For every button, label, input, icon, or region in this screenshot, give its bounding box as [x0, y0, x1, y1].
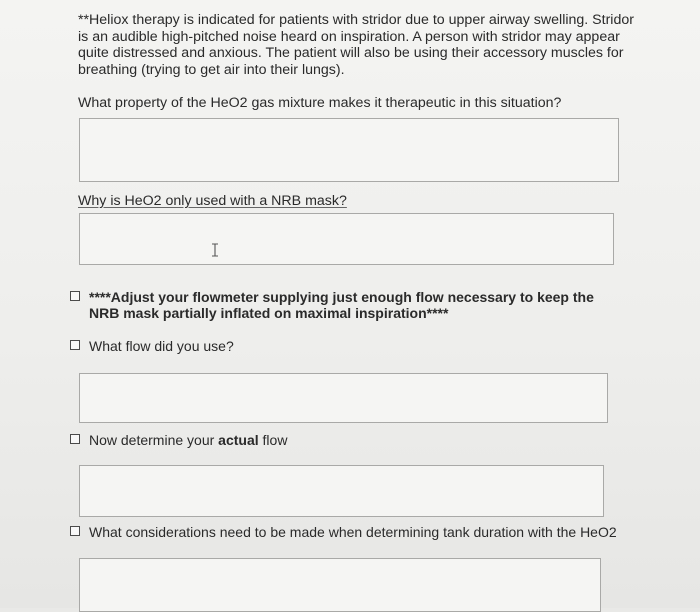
answer-box-actual-flow[interactable]: [79, 465, 604, 517]
answer-box-tank-duration[interactable]: [79, 558, 601, 612]
checklist-label-considerations: What considerations need to be made when determining tank duration with the HeO2: [89, 524, 617, 540]
checkbox-icon[interactable]: [70, 434, 80, 444]
answer-box-gas-property[interactable]: [79, 118, 619, 182]
actual-prefix: Now determine your: [89, 432, 219, 448]
question-gas-property: What property of the HeO2 gas mixture makes it therapeutic in this situation?: [78, 95, 562, 111]
checklist-label-flow: What flow did you use?: [89, 338, 234, 354]
text-cursor-icon: [210, 243, 220, 257]
answer-box-flow-used[interactable]: [79, 373, 608, 423]
checkbox-icon[interactable]: [70, 526, 80, 536]
checklist-label-adjust: ****Adjust your flowmeter supplying just enough flow necessary to keep the NRB mask partially inflated on maximal inspiration****: [89, 289, 594, 321]
intro-paragraph: **Heliox therapy is indicated for patients with stridor due to upper airway swelling. Stridor is an audible high-pitched noise heard on inspiration. A person with stridor may appear quite distressed and anxious. The patient will also be using their accessory muscles for breathing (trying to get air into their lungs).: [78, 12, 634, 78]
question-nrb-mask: Why is HeO2 only used with a NRB mask?: [78, 193, 347, 209]
actual-suffix: flow: [258, 432, 288, 448]
checklist-label-actual: [89, 432, 287, 448]
checkbox-icon[interactable]: [70, 340, 80, 350]
answer-box-nrb-mask[interactable]: [79, 213, 614, 265]
checkbox-icon[interactable]: [70, 291, 80, 301]
actual-bold-word: actual: [218, 432, 259, 448]
